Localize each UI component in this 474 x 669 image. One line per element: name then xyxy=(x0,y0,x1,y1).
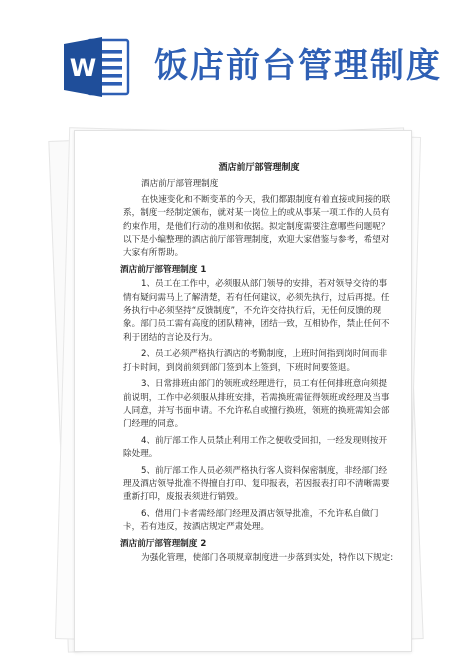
section-1-item-1: 1、员工在工作中，必须服从部门领导的安排，若对领导交待的事情有疑问需马上了解清楚，若有任何建议，必须先执行，过后再提。任务执行中必须坚持“反馈制度”，不允许交待执行后，无任何反馈的现象。部门员工需有高度的团队精神，团结一致，互相协作，禁止任何不利于团结的言论及行为。 xyxy=(123,279,390,343)
section-2-item-1: 为强化管理，使部门各项规章制度进一步落到实处，特作以下规定: xyxy=(141,552,394,563)
section-2-heading: 酒店前厅部管理制度 2 xyxy=(120,538,207,549)
word-app-icon xyxy=(62,34,132,100)
section-1-item-4: 4、前厅部工作人员禁止利用工作之便收受回扣，一经发现则按开除处理。 xyxy=(123,435,388,460)
banner-title: 饭店前台管理制度 xyxy=(154,46,442,86)
document-title: 酒店前厅部管理制度 xyxy=(218,163,300,173)
section-1-item-6: 6、借用门卡者需经部门经理及酒店领导批准，不允许私自做门卡，若有违反，按酒店规定严肃处理。 xyxy=(123,508,379,533)
document-body xyxy=(120,162,395,568)
section-1-heading: 酒店前厅部管理制度 1 xyxy=(120,264,207,275)
word-logo-letter: W xyxy=(69,54,97,82)
document-subtitle: 酒店前厅部管理制度 xyxy=(141,179,219,190)
banner xyxy=(0,0,474,112)
section-1-item-3: 3、日常排班由部门的领班或经理进行，员工有任何排班意向须提前说明，工作中必须服从排班安排，若需换班需征得领班或经理及当事人同意，并写书面申请。不允许私自或擅行换班，领班的换班需知会部门经理的同意。 xyxy=(123,379,390,430)
section-1-item-2: 2、员工必须严格执行酒店的考勤制度，上班时间指到岗时间而非打卡时间，到岗前须到部门签到本上签到，下班时间要签退。 xyxy=(123,349,388,373)
document-page xyxy=(74,130,412,652)
intro-paragraph: 在快速变化和不断变革的今天，我们都跟制度有着直接或间接的联系，制度一经制定颁布，就对某一岗位上的或从事某一项工作的人员有约束作用，是他们行动的准则和依据。拟定制度需要注意哪些问题呢？以下是小编整理的酒店前厅部管理制度，欢迎大家借鉴与参考，希望对大家有所帮助。 xyxy=(123,194,391,259)
section-1-item-5: 5、前厅部工作人员必须严格执行客人资料保密制度，非经部门经理及酒店领导批准不得擅自打印、复印报表，若因报表打印不清晰需要重新打印，废报表须进行销毁。 xyxy=(123,465,390,503)
